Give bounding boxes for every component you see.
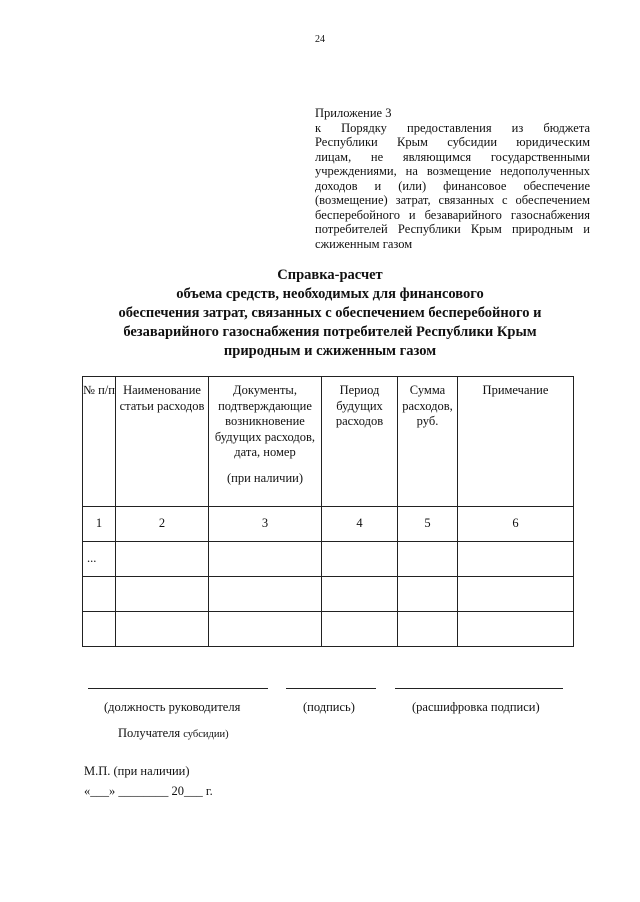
table-cell	[209, 612, 322, 647]
title-line: природным и сжиженным газом	[223, 343, 437, 359]
table-cell	[209, 542, 322, 577]
title-line: объема средств, необходимых для финансового	[176, 286, 484, 302]
column-number: 1	[83, 507, 116, 542]
table-header-row	[83, 377, 574, 507]
table-cell	[398, 612, 458, 647]
table-cell	[322, 577, 398, 612]
recipient-label	[118, 726, 229, 741]
document-title	[90, 266, 570, 361]
table-cell	[209, 577, 322, 612]
header-cell-amount: Сумма расходов, руб.	[398, 377, 458, 507]
date-line: «___» ________ 20___ г.	[84, 784, 213, 798]
calculation-table	[82, 376, 574, 647]
position-label: (должность руководителя	[104, 700, 241, 714]
appendix-note	[315, 106, 590, 251]
appendix-line: к Порядку предоставления из бюджета	[315, 120, 590, 135]
table-cell	[398, 577, 458, 612]
title-line: Справка-расчет	[277, 267, 383, 283]
recipient-text: Получателя	[118, 726, 181, 740]
table-cell	[116, 542, 209, 577]
appendix-line: лицам, не являющимся государственными	[315, 149, 590, 164]
table-row	[83, 612, 574, 647]
table-cell	[83, 612, 116, 647]
column-number: 5	[398, 507, 458, 542]
table-cell	[322, 542, 398, 577]
seal-note: М.П. (при наличии)	[84, 764, 190, 778]
appendix-line: бесперебойного и безаварийного газоснабжения	[315, 207, 590, 222]
recipient-small-text: субсидии)	[183, 729, 229, 740]
header-documents-note: (при наличии)	[226, 470, 304, 485]
table-number-row	[83, 507, 574, 542]
row-ellipsis: ...	[83, 542, 116, 577]
column-number: 2	[116, 507, 209, 542]
signature-label: (подпись)	[303, 700, 355, 714]
title-line: обеспечения затрат, связанных с обеспечением бесперебойного и	[118, 305, 542, 321]
column-number: 4	[322, 507, 398, 542]
header-cell-period: Период будущих расходов	[322, 377, 398, 507]
title-line: безаварийного газоснабжения потребителей Республики Крым	[123, 324, 537, 340]
header-documents-text: Документы, подтверждающие возникновение будущих расходов, дата, номер	[214, 383, 316, 459]
header-cell-item-name: Наименование статьи расходов	[116, 377, 209, 507]
header-cell-documents	[209, 377, 322, 507]
header-cell-number: № п/п	[83, 377, 116, 507]
appendix-line: учреждениями, на возмещение недополученных	[315, 164, 590, 178]
table-row	[83, 577, 574, 612]
decoding-label: (расшифровка подписи)	[412, 700, 540, 714]
position-signature-line	[88, 688, 268, 689]
table-cell	[116, 612, 209, 647]
table-cell	[116, 577, 209, 612]
table-cell	[322, 612, 398, 647]
table-cell	[458, 612, 574, 647]
table-cell	[398, 542, 458, 577]
table-cell	[458, 542, 574, 577]
appendix-line: сжиженным газом	[315, 236, 413, 251]
column-number: 6	[458, 507, 574, 542]
appendix-line: Республики Крым субсидии юридическим	[315, 135, 590, 149]
decoding-signature-line	[395, 688, 563, 689]
signature-line	[286, 688, 376, 689]
table-row	[83, 542, 574, 577]
header-cell-note: Примечание	[458, 377, 574, 507]
page-number: 24	[315, 34, 325, 45]
appendix-heading: Приложение 3	[315, 106, 392, 120]
appendix-line: потребителей Республики Крым природным и	[315, 222, 590, 236]
table-cell	[458, 577, 574, 612]
column-number: 3	[209, 507, 322, 542]
appendix-line: доходов и (или) финансовое обеспечение	[315, 178, 590, 193]
table-cell	[83, 577, 116, 612]
appendix-line: (возмещение) затрат, связанных с обеспечением	[315, 193, 590, 207]
